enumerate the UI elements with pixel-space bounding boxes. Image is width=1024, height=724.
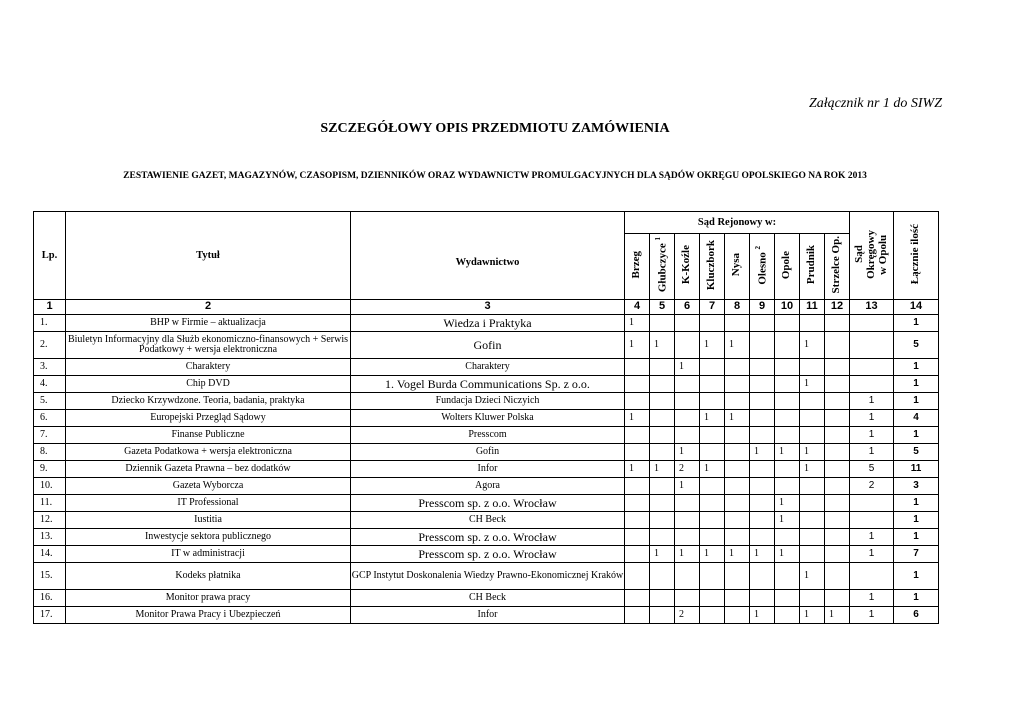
row-district-count — [850, 512, 894, 529]
row-title: Kodeks płatnika — [66, 563, 351, 590]
row-city-count — [775, 410, 800, 427]
row-title: Dziecko Krzywdzone. Teoria, badania, praktyka — [66, 393, 351, 410]
row-city-count — [775, 590, 800, 607]
row-district-count: 1 — [850, 393, 894, 410]
row-title: Monitor prawa pracy — [66, 590, 351, 607]
row-city-count — [775, 393, 800, 410]
row-city-count: 1 — [750, 607, 775, 624]
row-title: IT w administracji — [66, 546, 351, 563]
row-publisher: Presscom sp. z o.o. Wrocław — [351, 529, 625, 546]
header-wydawnictwo: Wydawnictwo — [351, 212, 625, 300]
row-city-count: 1 — [800, 461, 825, 478]
row-city-count — [650, 410, 675, 427]
row-city-count — [800, 478, 825, 495]
row-city-count — [750, 427, 775, 444]
row-city-count — [775, 315, 800, 332]
row-district-count: 1 — [850, 607, 894, 624]
row-city-count — [825, 495, 850, 512]
row-title: IT Professional — [66, 495, 351, 512]
row-total: 1 — [894, 590, 939, 607]
row-city-count — [775, 461, 800, 478]
row-city-count: 1 — [700, 410, 725, 427]
row-city-count — [700, 563, 725, 590]
row-number: 4. — [34, 376, 66, 393]
header-lp: Lp. — [34, 212, 66, 300]
row-publisher: GCP Instytut Doskonalenia Wiedzy Prawno-Ekonomicznej Kraków — [351, 563, 625, 590]
row-district-count: 1 — [850, 590, 894, 607]
row-number: 13. — [34, 529, 66, 546]
row-city-count — [775, 529, 800, 546]
row-city-count — [625, 529, 650, 546]
row-city-count — [650, 607, 675, 624]
row-city-count — [625, 495, 650, 512]
row-city-count: 1 — [625, 332, 650, 359]
row-city-count — [800, 393, 825, 410]
row-city-count — [675, 410, 700, 427]
row-city-count: 1 — [725, 546, 750, 563]
row-city-count — [725, 427, 750, 444]
row-city-count: 1 — [650, 332, 675, 359]
row-city-count — [650, 427, 675, 444]
row-city-count — [800, 427, 825, 444]
row-city-count — [675, 427, 700, 444]
table-row — [34, 590, 939, 607]
row-city-count — [825, 444, 850, 461]
row-city-count: 1 — [800, 607, 825, 624]
row-city-count — [825, 393, 850, 410]
row-city-count — [725, 529, 750, 546]
row-city-count — [775, 607, 800, 624]
row-title: Gazeta Wyborcza — [66, 478, 351, 495]
table-row — [34, 529, 939, 546]
row-city-count — [750, 590, 775, 607]
row-city-count — [750, 376, 775, 393]
row-city-count — [775, 359, 800, 376]
header-city-nysa: Nysa — [725, 234, 750, 300]
row-city-count — [800, 529, 825, 546]
column-number: 1 — [34, 300, 66, 315]
table-row — [34, 332, 939, 359]
row-city-count — [700, 529, 725, 546]
table-row — [34, 512, 939, 529]
row-city-count: 1 — [725, 410, 750, 427]
column-number: 3 — [351, 300, 625, 315]
row-city-count — [625, 512, 650, 529]
row-city-count: 1 — [775, 444, 800, 461]
table-row — [34, 461, 939, 478]
row-city-count — [825, 376, 850, 393]
row-total: 7 — [894, 546, 939, 563]
column-number: 8 — [725, 300, 750, 315]
row-city-count — [675, 315, 700, 332]
row-city-count — [750, 495, 775, 512]
row-city-count: 1 — [750, 546, 775, 563]
row-city-count — [650, 478, 675, 495]
row-city-count: 1 — [750, 444, 775, 461]
row-city-count — [675, 529, 700, 546]
row-publisher: Infor — [351, 607, 625, 624]
table-row — [34, 410, 939, 427]
row-total: 5 — [894, 444, 939, 461]
column-number: 13 — [850, 300, 894, 315]
row-publisher: Charaktery — [351, 359, 625, 376]
row-total: 11 — [894, 461, 939, 478]
row-city-count — [750, 512, 775, 529]
row-publisher: Fundacja Dzieci Niczyich — [351, 393, 625, 410]
row-number: 7. — [34, 427, 66, 444]
column-number: 4 — [625, 300, 650, 315]
row-title: Dziennik Gazeta Prawna – bez dodatków — [66, 461, 351, 478]
row-city-count: 1 — [800, 332, 825, 359]
row-number: 3. — [34, 359, 66, 376]
row-city-count — [750, 478, 775, 495]
row-city-count — [700, 376, 725, 393]
row-city-count — [800, 410, 825, 427]
row-city-count — [700, 495, 725, 512]
row-city-count — [650, 590, 675, 607]
row-city-count — [725, 512, 750, 529]
row-city-count — [800, 512, 825, 529]
row-city-count — [625, 478, 650, 495]
row-city-count — [700, 427, 725, 444]
row-city-count — [750, 393, 775, 410]
row-total: 1 — [894, 563, 939, 590]
row-city-count — [700, 607, 725, 624]
row-city-count — [825, 461, 850, 478]
header-city-kkozle: K-Koźle — [675, 234, 700, 300]
row-total: 1 — [894, 427, 939, 444]
column-number: 14 — [894, 300, 939, 315]
header-city-glubczyce: Głubczyce $^1$ — [650, 234, 675, 300]
row-city-count — [625, 393, 650, 410]
row-title: Monitor Prawa Pracy i Ubezpieczeń — [66, 607, 351, 624]
row-city-count — [650, 444, 675, 461]
row-city-count — [725, 563, 750, 590]
table-row — [34, 315, 939, 332]
row-title: Charaktery — [66, 359, 351, 376]
row-publisher: Presscom sp. z o.o. Wrocław — [351, 546, 625, 563]
row-city-count — [825, 546, 850, 563]
row-city-count — [800, 359, 825, 376]
row-city-count — [700, 590, 725, 607]
row-number: 11. — [34, 495, 66, 512]
row-district-count: 1 — [850, 410, 894, 427]
row-city-count — [775, 427, 800, 444]
row-city-count — [725, 393, 750, 410]
header-city-opole: Opole — [775, 234, 800, 300]
header-city-kluczbork: Kluczbork — [700, 234, 725, 300]
row-city-count — [725, 444, 750, 461]
table-row — [34, 563, 939, 590]
row-district-count — [850, 315, 894, 332]
row-city-count — [825, 359, 850, 376]
row-city-count — [650, 495, 675, 512]
header-city-olesno: Olesno $^2$ — [750, 234, 775, 300]
row-city-count — [700, 478, 725, 495]
row-city-count — [650, 315, 675, 332]
column-number: 10 — [775, 300, 800, 315]
table-row — [34, 607, 939, 624]
row-city-count — [625, 563, 650, 590]
document-subtitle: ZESTAWIENIE GAZET, MAGAZYNÓW, CZASOPISM, DZIENNIKÓW ORAZ WYDAWNICTW PROMULGACYJNYCH DLA SĄDÓW OKRĘGU OPOLSKIEGO NA ROK 2013 — [123, 171, 867, 181]
row-title: BHP w Firmie – aktualizacja — [66, 315, 351, 332]
row-city-count — [725, 478, 750, 495]
row-city-count — [800, 546, 825, 563]
row-number: 6. — [34, 410, 66, 427]
row-city-count — [750, 410, 775, 427]
row-total: 1 — [894, 315, 939, 332]
row-city-count: 1 — [800, 376, 825, 393]
row-city-count — [775, 563, 800, 590]
row-publisher: Gofin — [351, 444, 625, 461]
column-number: 5 — [650, 300, 675, 315]
column-numbers-row — [34, 300, 939, 315]
row-city-count — [650, 512, 675, 529]
row-publisher: Agora — [351, 478, 625, 495]
column-number: 9 — [750, 300, 775, 315]
row-city-count: 1 — [775, 546, 800, 563]
row-district-count — [850, 376, 894, 393]
row-number: 15. — [34, 563, 66, 590]
row-city-count — [825, 563, 850, 590]
row-city-count — [725, 376, 750, 393]
row-city-count — [725, 461, 750, 478]
table-row — [34, 444, 939, 461]
row-city-count — [700, 512, 725, 529]
row-number: 5. — [34, 393, 66, 410]
table-row — [34, 478, 939, 495]
row-district-count: 1 — [850, 546, 894, 563]
row-title: Europejski Przegląd Sądowy — [66, 410, 351, 427]
row-city-count — [775, 478, 800, 495]
row-publisher: Presscom sp. z o.o. Wrocław — [351, 495, 625, 512]
row-city-count — [825, 427, 850, 444]
row-city-count — [825, 529, 850, 546]
row-city-count — [825, 478, 850, 495]
row-city-count: 1 — [675, 444, 700, 461]
row-city-count: 1 — [700, 461, 725, 478]
column-number: 7 — [700, 300, 725, 315]
row-city-count — [725, 590, 750, 607]
row-publisher: Wiedza i Praktyka — [351, 315, 625, 332]
row-city-count: 1 — [625, 410, 650, 427]
row-district-count — [850, 332, 894, 359]
row-city-count — [675, 563, 700, 590]
row-total: 1 — [894, 393, 939, 410]
row-city-count — [750, 529, 775, 546]
row-city-count: 2 — [675, 461, 700, 478]
subscriptions-table — [33, 211, 939, 624]
row-district-count: 5 — [850, 461, 894, 478]
table-row — [34, 427, 939, 444]
row-title: Biuletyn Informacyjny dla Służb ekonomiczno-finansowych + Serwis Podatkowy + wersja elektroniczna — [66, 332, 351, 359]
row-city-count — [800, 590, 825, 607]
row-district-count: 2 — [850, 478, 894, 495]
row-number: 12. — [34, 512, 66, 529]
row-city-count: 1 — [825, 607, 850, 624]
row-title: Inwestycje sektora publicznego — [66, 529, 351, 546]
row-city-count — [750, 563, 775, 590]
row-publisher: CH Beck — [351, 512, 625, 529]
table-body — [34, 315, 939, 624]
row-city-count — [625, 427, 650, 444]
row-city-count — [625, 607, 650, 624]
row-city-count — [650, 393, 675, 410]
row-total: 6 — [894, 607, 939, 624]
row-number: 2. — [34, 332, 66, 359]
row-title: Finanse Publiczne — [66, 427, 351, 444]
row-city-count: 1 — [800, 444, 825, 461]
row-city-count — [725, 359, 750, 376]
row-city-count: 1 — [775, 512, 800, 529]
row-city-count — [675, 376, 700, 393]
row-city-count: 1 — [700, 546, 725, 563]
table-row — [34, 376, 939, 393]
row-city-count — [750, 315, 775, 332]
row-city-count — [700, 393, 725, 410]
document-title: SZCZEGÓŁOWY OPIS PRZEDMIOTU ZAMÓWIENIA — [320, 121, 670, 136]
row-total: 3 — [894, 478, 939, 495]
row-number: 16. — [34, 590, 66, 607]
row-city-count: 2 — [675, 607, 700, 624]
row-city-count — [625, 546, 650, 563]
row-city-count — [675, 332, 700, 359]
row-city-count: 1 — [725, 332, 750, 359]
row-city-count — [775, 332, 800, 359]
row-city-count — [650, 563, 675, 590]
row-publisher: Gofin — [351, 332, 625, 359]
row-number: 14. — [34, 546, 66, 563]
row-total: 1 — [894, 512, 939, 529]
row-city-count — [700, 315, 725, 332]
row-district-count: 1 — [850, 444, 894, 461]
row-city-count — [825, 315, 850, 332]
row-publisher: Presscom — [351, 427, 625, 444]
row-total: 4 — [894, 410, 939, 427]
row-number: 9. — [34, 461, 66, 478]
row-city-count — [775, 376, 800, 393]
table-row — [34, 393, 939, 410]
row-city-count — [650, 529, 675, 546]
row-city-count — [650, 376, 675, 393]
row-city-count — [700, 444, 725, 461]
row-city-count — [825, 332, 850, 359]
row-city-count: 1 — [800, 563, 825, 590]
header-tytul: Tytuł — [66, 212, 351, 300]
row-city-count — [675, 590, 700, 607]
row-publisher: 1. Vogel Burda Communications Sp. z o.o. — [351, 376, 625, 393]
row-city-count: 1 — [675, 478, 700, 495]
row-publisher: Infor — [351, 461, 625, 478]
table-row — [34, 546, 939, 563]
row-city-count — [750, 359, 775, 376]
row-city-count — [725, 315, 750, 332]
row-city-count — [625, 444, 650, 461]
header-sad-rejonowy: Sąd Rejonowy w: — [625, 212, 850, 234]
row-number: 8. — [34, 444, 66, 461]
row-city-count: 1 — [625, 461, 650, 478]
row-city-count — [625, 376, 650, 393]
column-number: 12 — [825, 300, 850, 315]
row-total: 1 — [894, 495, 939, 512]
row-title: Chip DVD — [66, 376, 351, 393]
row-city-count — [825, 512, 850, 529]
row-city-count — [650, 359, 675, 376]
row-title: Iustitia — [66, 512, 351, 529]
row-city-count — [825, 590, 850, 607]
row-publisher: CH Beck — [351, 590, 625, 607]
row-city-count: 1 — [650, 461, 675, 478]
table-row — [34, 495, 939, 512]
row-total: 5 — [894, 332, 939, 359]
header-city-strzelce: Strzelce Op. — [825, 234, 850, 300]
row-number: 17. — [34, 607, 66, 624]
row-total: 1 — [894, 376, 939, 393]
row-city-count: 1 — [675, 359, 700, 376]
annex-label: Załącznik nr 1 do SIWZ — [809, 96, 942, 111]
row-city-count — [800, 315, 825, 332]
row-number: 10. — [34, 478, 66, 495]
row-district-count — [850, 359, 894, 376]
column-number: 6 — [675, 300, 700, 315]
row-city-count — [800, 495, 825, 512]
row-number: 1. — [34, 315, 66, 332]
header-sad-okregowy: Sąd Okręgowy w Opolu — [850, 212, 894, 300]
row-city-count — [725, 607, 750, 624]
row-city-count — [625, 359, 650, 376]
row-city-count: 1 — [700, 332, 725, 359]
row-city-count — [700, 359, 725, 376]
row-total: 1 — [894, 359, 939, 376]
table-row — [34, 359, 939, 376]
row-district-count: 1 — [850, 427, 894, 444]
row-city-count — [750, 332, 775, 359]
row-city-count: 1 — [650, 546, 675, 563]
row-district-count — [850, 563, 894, 590]
column-number: 2 — [66, 300, 351, 315]
header-city-prudnik: Prudnik — [800, 234, 825, 300]
row-city-count: 1 — [675, 546, 700, 563]
row-city-count — [675, 393, 700, 410]
row-city-count — [750, 461, 775, 478]
row-city-count — [675, 512, 700, 529]
row-city-count — [825, 410, 850, 427]
row-total: 1 — [894, 529, 939, 546]
row-title: Gazeta Podatkowa + wersja elektroniczna — [66, 444, 351, 461]
row-city-count — [675, 495, 700, 512]
row-district-count — [850, 495, 894, 512]
row-city-count: 1 — [625, 315, 650, 332]
row-city-count: 1 — [775, 495, 800, 512]
row-city-count — [625, 590, 650, 607]
header-city-brzeg: Brzeg — [625, 234, 650, 300]
header-laczna: Łącznie ilość — [894, 212, 939, 300]
row-city-count — [725, 495, 750, 512]
column-number: 11 — [800, 300, 825, 315]
row-publisher: Wolters Kluwer Polska — [351, 410, 625, 427]
row-district-count: 1 — [850, 529, 894, 546]
